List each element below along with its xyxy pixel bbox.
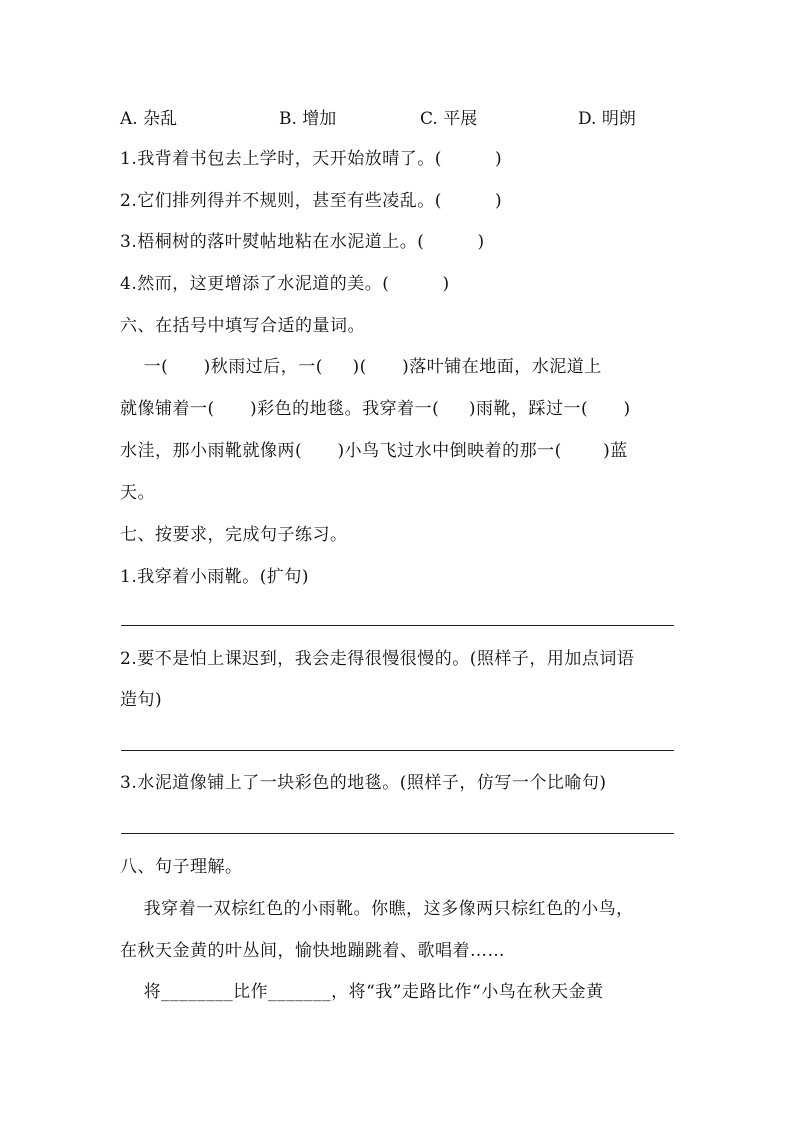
fill-blank-line-1: 一( )秋雨过后，一( )( )落叶铺在地面，水泥道上 <box>120 357 602 377</box>
answer-line-1 <box>121 625 674 626</box>
option-a: A. 杂乱 <box>120 109 178 129</box>
question-item-3: 3.梧桐树的落叶熨帖地粘在水泥道上。( ) <box>120 232 485 252</box>
exercise-1-prompt: 1.我穿着小雨靴。(扩句) <box>120 567 309 587</box>
passage-line-3: 将________比作_______，将“我”走路比作“小鸟在秋天金黄 <box>120 982 604 1002</box>
fill-blank-line-3: 水洼，那小雨靴就像两( )小鸟飞过水中倒映着的那一( )蓝 <box>120 441 628 461</box>
question-item-1: 1.我背着书包去上学时，天开始放晴了。( ) <box>120 149 503 169</box>
exercise-2-prompt: 2.要不是怕上课迟到，我会走得很慢很慢的。(照样子，用加点词语 <box>120 649 635 669</box>
fill-blank-line-4: 天。 <box>120 483 155 503</box>
exercise-2-prompt-cont: 造句) <box>120 690 163 710</box>
option-c: C. 平展 <box>420 109 478 129</box>
exercise-3-prompt: 3.水泥道像铺上了一块彩色的地毯。(照样子，仿写一个比喻句) <box>120 773 607 793</box>
answer-line-3 <box>121 833 674 834</box>
question-item-4: 4.然而，这更增添了水泥道的美。( ) <box>120 274 450 294</box>
fill-blank-line-2: 就像铺着一( )彩色的地毯。我穿着一( )雨靴，踩过一( ) <box>120 399 631 419</box>
section-8-heading: 八、句子理解。 <box>120 857 243 877</box>
passage-line-1: 我穿着一双棕红色的小雨靴。你瞧，这多像两只棕红色的小鸟， <box>120 899 634 919</box>
question-item-2: 2.它们排列得并不规则，甚至有些凌乱。( ) <box>120 191 503 211</box>
section-7-heading: 七、按要求，完成句子练习。 <box>120 525 348 545</box>
option-b: B. 增加 <box>279 109 337 129</box>
answer-line-2 <box>121 750 674 751</box>
option-d: D. 明朗 <box>578 109 636 129</box>
passage-line-2: 在秋天金黄的叶丛间，愉快地蹦跳着、歌唱着…… <box>120 941 505 961</box>
section-6-heading: 六、在括号中填写合适的量词。 <box>120 316 365 336</box>
